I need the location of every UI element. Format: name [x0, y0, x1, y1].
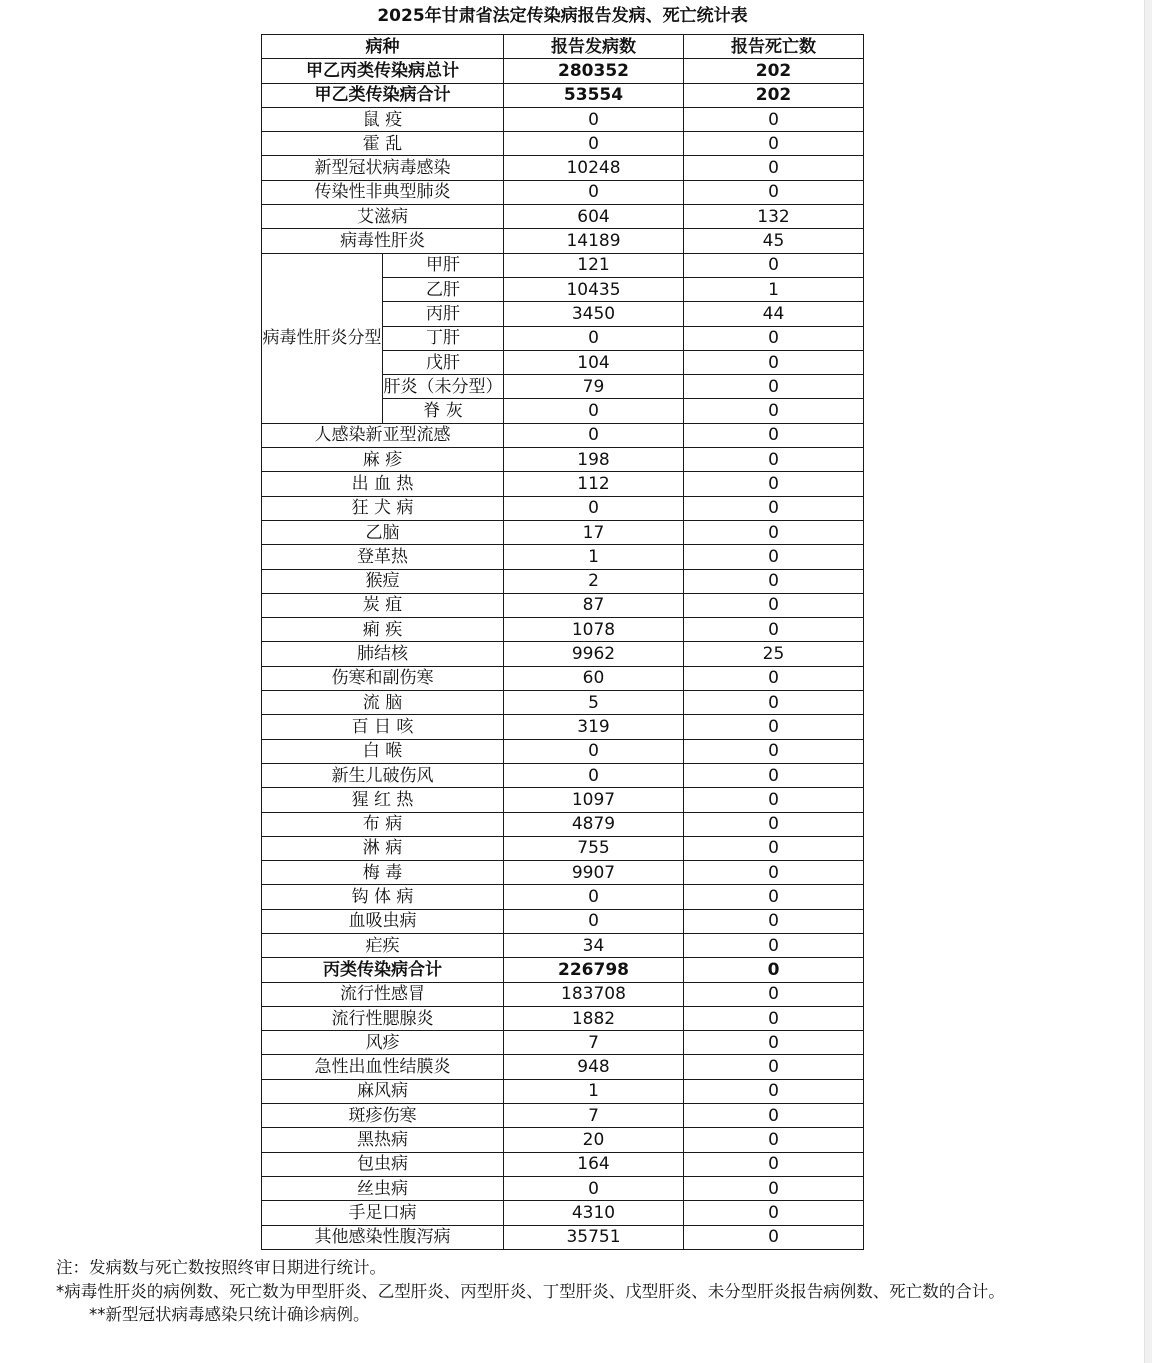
disease-name: 其他感染性腹泻病 [262, 1225, 504, 1249]
table-title: 2025年甘肃省法定传染病报告发病、死亡统计表 [377, 6, 748, 26]
table-row [262, 933, 864, 957]
disease-name: 白 喉 [262, 739, 504, 763]
death-count: 0 [684, 569, 864, 593]
table-row [262, 836, 864, 860]
case-count: 20 [504, 1128, 684, 1152]
table-row [262, 982, 864, 1006]
case-count: 226798 [504, 958, 684, 982]
note-3: **新型冠状病毒感染只统计确诊病例。 [89, 1305, 370, 1324]
case-count: 948 [504, 1055, 684, 1079]
disease-name: 霍 乱 [262, 132, 504, 156]
case-count: 183708 [504, 982, 684, 1006]
case-count: 755 [504, 836, 684, 860]
disease-name: 痢 疾 [262, 618, 504, 642]
case-count: 1078 [504, 618, 684, 642]
disease-name: 流行性感冒 [262, 982, 504, 1006]
case-count: 164 [504, 1152, 684, 1176]
death-count: 0 [684, 836, 864, 860]
hepatitis-type-name: 肝炎（未分型） [383, 375, 504, 399]
case-count: 9962 [504, 642, 684, 666]
death-count: 45 [684, 229, 864, 253]
hepatitis-type-name: 甲肝 [383, 253, 504, 277]
death-count: 0 [684, 1176, 864, 1200]
disease-name: 乙脑 [262, 520, 504, 544]
case-count: 4879 [504, 812, 684, 836]
death-count: 0 [684, 375, 864, 399]
hepatitis-type-name: 丁肝 [383, 326, 504, 350]
case-count: 0 [504, 399, 684, 423]
header-cases: 报告发病数 [504, 35, 684, 59]
disease-name: 布 病 [262, 812, 504, 836]
death-count: 0 [684, 107, 864, 131]
death-count: 0 [684, 520, 864, 544]
disease-name: 血吸虫病 [262, 909, 504, 933]
disease-name: 流 脑 [262, 691, 504, 715]
table-row [262, 1128, 864, 1152]
death-count: 0 [684, 1201, 864, 1225]
table-row [262, 715, 864, 739]
death-count: 0 [684, 472, 864, 496]
disease-name: 新生儿破伤风 [262, 763, 504, 787]
case-count: 104 [504, 350, 684, 374]
table-row [262, 1225, 864, 1249]
disease-name: 丝虫病 [262, 1176, 504, 1200]
case-count: 0 [504, 107, 684, 131]
death-count: 0 [684, 763, 864, 787]
table-row [262, 958, 864, 982]
table-row [262, 520, 864, 544]
table-row [262, 812, 864, 836]
death-count: 0 [684, 180, 864, 204]
table-row [262, 593, 864, 617]
header-disease: 病种 [262, 35, 504, 59]
case-count: 1 [504, 1079, 684, 1103]
death-count: 0 [684, 982, 864, 1006]
statistics-table [261, 34, 864, 1250]
case-count: 0 [504, 1176, 684, 1200]
case-count: 7 [504, 1031, 684, 1055]
case-count: 7 [504, 1104, 684, 1128]
death-count: 0 [684, 423, 864, 447]
table-row [262, 763, 864, 787]
case-count: 9907 [504, 861, 684, 885]
case-count: 0 [504, 763, 684, 787]
death-count: 0 [684, 1031, 864, 1055]
table-row [262, 107, 864, 131]
disease-name: 麻 疹 [262, 448, 504, 472]
case-count: 0 [504, 739, 684, 763]
table-row [262, 83, 864, 107]
table-row [262, 132, 864, 156]
case-count: 112 [504, 472, 684, 496]
disease-name: 病毒性肝炎 [262, 229, 504, 253]
death-count: 1 [684, 277, 864, 301]
death-count: 0 [684, 1079, 864, 1103]
table-row [262, 569, 864, 593]
disease-name: 猩 红 热 [262, 788, 504, 812]
note-1: 注：发病数与死亡数按照终审日期进行统计。 [56, 1258, 386, 1277]
case-count: 87 [504, 593, 684, 617]
table-row [262, 885, 864, 909]
disease-name: 斑疹伤寒 [262, 1104, 504, 1128]
case-count: 10435 [504, 277, 684, 301]
case-count: 0 [504, 180, 684, 204]
table-row [262, 618, 864, 642]
death-count: 0 [684, 156, 864, 180]
death-count: 0 [684, 739, 864, 763]
death-count: 0 [684, 593, 864, 617]
death-count: 0 [684, 958, 864, 982]
death-count: 0 [684, 885, 864, 909]
disease-name: 麻风病 [262, 1079, 504, 1103]
death-count: 0 [684, 1225, 864, 1249]
case-count: 0 [504, 423, 684, 447]
disease-name: 黑热病 [262, 1128, 504, 1152]
death-count: 0 [684, 496, 864, 520]
table-row [262, 496, 864, 520]
table-row [262, 423, 864, 447]
death-count: 0 [684, 1152, 864, 1176]
table-row [262, 448, 864, 472]
death-count: 0 [684, 618, 864, 642]
table-row [262, 642, 864, 666]
death-count: 0 [684, 132, 864, 156]
case-count: 1 [504, 545, 684, 569]
death-count: 0 [684, 691, 864, 715]
disease-name: 传染性非典型肺炎 [262, 180, 504, 204]
table-row [262, 1152, 864, 1176]
case-count: 1882 [504, 1006, 684, 1030]
table-row [262, 1104, 864, 1128]
death-count: 25 [684, 642, 864, 666]
case-count: 35751 [504, 1225, 684, 1249]
case-count: 3450 [504, 302, 684, 326]
disease-name: 风疹 [262, 1031, 504, 1055]
case-count: 121 [504, 253, 684, 277]
note-2: *病毒性肝炎的病例数、死亡数为甲型肝炎、乙型肝炎、丙型肝炎、丁型肝炎、戊型肝炎、未分型肝炎报告病例数、死亡数的合计。 [56, 1281, 1005, 1301]
death-count: 0 [684, 253, 864, 277]
table-row [262, 739, 864, 763]
scrollbar-edge[interactable] [1144, 0, 1152, 1363]
disease-name: 脊 灰 [383, 399, 504, 423]
death-count: 202 [684, 59, 864, 83]
hepatitis-type-name: 戊肝 [383, 350, 504, 374]
table-row [262, 1031, 864, 1055]
case-count: 53554 [504, 83, 684, 107]
death-count: 202 [684, 83, 864, 107]
case-count: 604 [504, 205, 684, 229]
death-count: 0 [684, 715, 864, 739]
table-row [262, 1079, 864, 1103]
table-row [262, 1176, 864, 1200]
disease-name: 淋 病 [262, 836, 504, 860]
table-row [262, 545, 864, 569]
disease-name: 鼠 疫 [262, 107, 504, 131]
disease-name: 手足口病 [262, 1201, 504, 1225]
case-count: 14189 [504, 229, 684, 253]
disease-name: 狂 犬 病 [262, 496, 504, 520]
death-count: 0 [684, 812, 864, 836]
table-row [262, 861, 864, 885]
hepatitis-type-name: 乙肝 [383, 277, 504, 301]
disease-name: 丙类传染病合计 [262, 958, 504, 982]
case-count: 1097 [504, 788, 684, 812]
case-count: 2 [504, 569, 684, 593]
hepatitis-type-row [262, 253, 864, 277]
header-deaths: 报告死亡数 [684, 35, 864, 59]
disease-name: 炭 疽 [262, 593, 504, 617]
death-count: 0 [684, 788, 864, 812]
death-count: 0 [684, 545, 864, 569]
hepatitis-group-label: 病毒性肝炎分型 [262, 253, 383, 423]
death-count: 0 [684, 1104, 864, 1128]
hepatitis-type-name: 丙肝 [383, 302, 504, 326]
table-row [262, 229, 864, 253]
disease-name: 百 日 咳 [262, 715, 504, 739]
disease-name: 艾滋病 [262, 205, 504, 229]
case-count: 0 [504, 885, 684, 909]
table-row [262, 180, 864, 204]
case-count: 17 [504, 520, 684, 544]
case-count: 319 [504, 715, 684, 739]
table-row [262, 1055, 864, 1079]
death-count: 132 [684, 205, 864, 229]
table-row [262, 691, 864, 715]
case-count: 0 [504, 909, 684, 933]
table-row [262, 666, 864, 690]
death-count: 0 [684, 1006, 864, 1030]
case-count: 5 [504, 691, 684, 715]
table-row [262, 59, 864, 83]
table-row [262, 156, 864, 180]
disease-name: 出 血 热 [262, 472, 504, 496]
disease-name: 猴痘 [262, 569, 504, 593]
case-count: 0 [504, 496, 684, 520]
disease-name: 包虫病 [262, 1152, 504, 1176]
disease-name: 肺结核 [262, 642, 504, 666]
case-count: 0 [504, 326, 684, 350]
death-count: 0 [684, 1055, 864, 1079]
case-count: 60 [504, 666, 684, 690]
case-count: 79 [504, 375, 684, 399]
table-row [262, 1201, 864, 1225]
disease-name: 疟疾 [262, 933, 504, 957]
case-count: 0 [504, 132, 684, 156]
death-count: 0 [684, 909, 864, 933]
footnotes [56, 1256, 1086, 1327]
death-count: 0 [684, 861, 864, 885]
case-count: 198 [504, 448, 684, 472]
disease-name: 人感染新亚型流感 [262, 423, 504, 447]
case-count: 10248 [504, 156, 684, 180]
case-count: 4310 [504, 1201, 684, 1225]
case-count: 280352 [504, 59, 684, 83]
disease-name: 急性出血性结膜炎 [262, 1055, 504, 1079]
disease-name: 甲乙丙类传染病总计 [262, 59, 504, 83]
death-count: 0 [684, 350, 864, 374]
death-count: 0 [684, 1128, 864, 1152]
table-body [262, 35, 864, 1250]
table-row [262, 205, 864, 229]
case-count: 34 [504, 933, 684, 957]
table-row [262, 1006, 864, 1030]
disease-name: 钩 体 病 [262, 885, 504, 909]
death-count: 0 [684, 933, 864, 957]
death-count: 44 [684, 302, 864, 326]
disease-name: 新型冠状病毒感染 [262, 156, 504, 180]
death-count: 0 [684, 399, 864, 423]
death-count: 0 [684, 666, 864, 690]
disease-name: 梅 毒 [262, 861, 504, 885]
disease-name: 流行性腮腺炎 [262, 1006, 504, 1030]
disease-name: 登革热 [262, 545, 504, 569]
header-row [262, 35, 864, 59]
disease-name: 伤寒和副伤寒 [262, 666, 504, 690]
table-row [262, 788, 864, 812]
death-count: 0 [684, 326, 864, 350]
table-row [262, 909, 864, 933]
disease-name: 甲乙类传染病合计 [262, 83, 504, 107]
death-count: 0 [684, 448, 864, 472]
table-row [262, 472, 864, 496]
